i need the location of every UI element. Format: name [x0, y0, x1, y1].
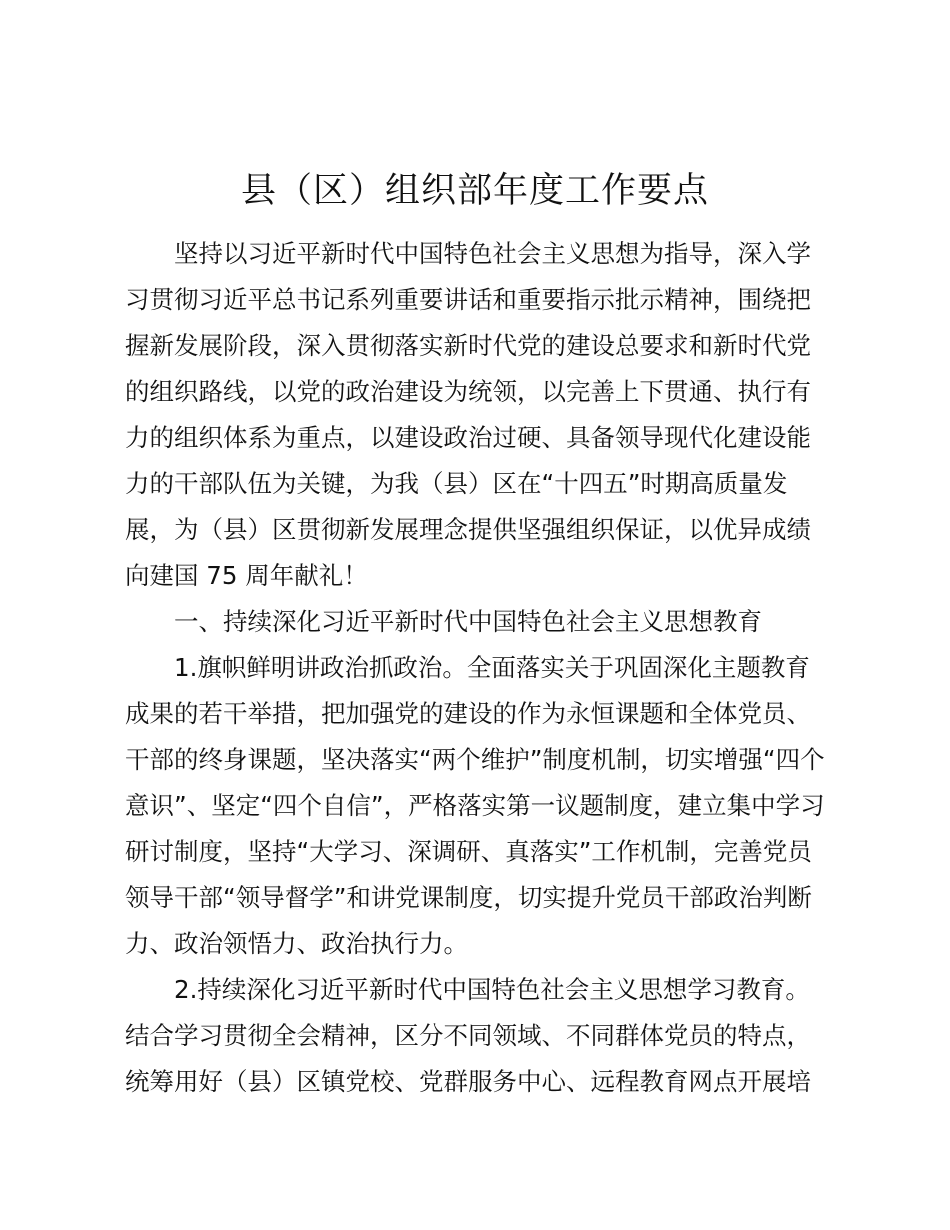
- text-line: 力的干部队伍为关键，为我（县）区在“十四五”时期高质量发: [125, 469, 788, 498]
- text-line: 2.持续深化习近平新时代中国特色社会主义思想学习教育。: [174, 975, 810, 1004]
- text-line: 力、政治领悟力、政治执行力。: [125, 929, 468, 958]
- text-line: 统筹用好（县）区镇党校、党群服务中心、远程教育网点开展培: [125, 1067, 811, 1096]
- text-line: 领导干部“领导督学”和讲党课制度，切实提升党员干部政治判断: [125, 883, 812, 912]
- text-line: 研讨制度，坚持“大学习、深调研、真落实”工作机制，完善党员: [125, 837, 812, 866]
- text-line: 向建国 75 周年献礼！: [125, 561, 368, 590]
- section-heading: 一、持续深化习近平新时代中国特色社会主义思想教育: [174, 607, 762, 636]
- text-line: 握新发展阶段，深入贯彻落实新时代党的建设总要求和新时代党: [125, 331, 811, 360]
- text-line: 结合学习贯彻全会精神，区分不同领域、不同群体党员的特点，: [125, 1021, 811, 1050]
- text-line: 的组织路线，以党的政治建设为统领，以完善上下贯通、执行有: [125, 377, 811, 406]
- text-line: 1.旗帜鲜明讲政治抓政治。全面落实关于巩固深化主题教育: [174, 653, 810, 682]
- document-title: 县（区）组织部年度工作要点: [240, 171, 709, 211]
- text-line: 意识”、坚定“四个自信”，严格落实第一议题制度，建立集中学习: [125, 791, 825, 820]
- text-line: 习贯彻习近平总书记系列重要讲话和重要指示批示精神，围绕把: [125, 285, 811, 314]
- text-line: 干部的终身课题，坚决落实“两个维护”制度机制，切实增强“四个: [125, 745, 825, 774]
- text-line: 坚持以习近平新时代中国特色社会主义思想为指导，深入学: [174, 239, 811, 268]
- text-line: 展，为（县）区贯彻新发展理念提供坚强组织保证，以优异成绩: [125, 515, 811, 544]
- text-line: 成果的若干举措，把加强党的建设的作为永恒课题和全体党员、: [125, 699, 811, 728]
- text-line: 力的组织体系为重点，以建设政治过硬、具备领导现代化建设能: [125, 423, 811, 452]
